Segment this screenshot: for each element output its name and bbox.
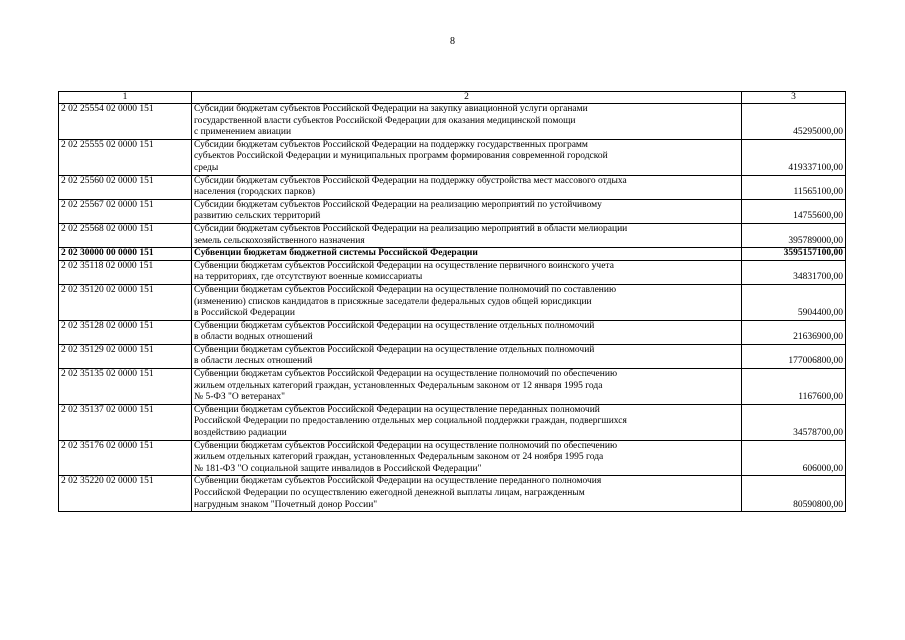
description-cell bbox=[192, 404, 742, 440]
description-line: Субсидии бюджетам субъектов Российской Федерации на поддержку государственных программ bbox=[194, 139, 588, 150]
budget-code-cell: 2 02 30000 00 0000 151 bbox=[59, 248, 192, 261]
amount-cell: 21636900,00 bbox=[742, 320, 846, 344]
description-cell bbox=[192, 476, 742, 512]
description-line: Субсидии бюджетам субъектов Российской Федерации на поддержку обустройства мест массового отдыха bbox=[194, 175, 627, 186]
budget-code-cell: 2 02 25554 02 0000 151 bbox=[59, 104, 192, 140]
description-line: № 181-ФЗ "О социальной защите инвалидов в Российской Федерации" bbox=[194, 463, 482, 474]
header-col-3: 3 bbox=[742, 92, 846, 104]
description-cell bbox=[192, 223, 742, 247]
description-line: жильем отдельных категорий граждан, установленных Федеральным законом от 12 января 1995 года bbox=[194, 380, 603, 391]
page-number: 8 bbox=[450, 36, 455, 47]
budget-code-cell: 2 02 35137 02 0000 151 bbox=[59, 404, 192, 440]
description-cell bbox=[192, 260, 742, 284]
description-cell bbox=[192, 320, 742, 344]
budget-code-cell: 2 02 25560 02 0000 151 bbox=[59, 175, 192, 199]
table-row bbox=[59, 248, 846, 261]
description-cell bbox=[192, 284, 742, 320]
table-header-row bbox=[59, 92, 846, 104]
description-line: воздействию радиации bbox=[194, 428, 287, 439]
description-cell bbox=[192, 199, 742, 223]
description-line: Субвенции бюджетам субъектов Российской Федерации на осуществление полномочий по обеспечению bbox=[194, 440, 618, 451]
table-row bbox=[59, 223, 846, 247]
amount-cell: 419337100,00 bbox=[742, 139, 846, 175]
description-line: (изменению) списков кандидатов в присяжные заседатели федеральных судов общей юрисдикции bbox=[194, 296, 592, 307]
amount-cell: 11565100,00 bbox=[742, 175, 846, 199]
description-line: Субвенции бюджетам бюджетной системы Российской Федерации bbox=[194, 248, 478, 259]
table-row bbox=[59, 139, 846, 175]
budget-code-cell: 2 02 25567 02 0000 151 bbox=[59, 199, 192, 223]
amount-cell: 5904400,00 bbox=[742, 284, 846, 320]
amount-cell: 34578700,00 bbox=[742, 404, 846, 440]
budget-code-cell: 2 02 35128 02 0000 151 bbox=[59, 320, 192, 344]
table-row bbox=[59, 369, 846, 405]
table-row bbox=[59, 476, 846, 512]
description-cell bbox=[192, 344, 742, 368]
description-line: Субвенции бюджетам субъектов Российской Федерации на осуществление полномочий по обеспечению bbox=[194, 369, 618, 380]
amount-cell: 45295000,00 bbox=[742, 104, 846, 140]
description-line: Субвенции бюджетам субъектов Российской Федерации на осуществление переданного полномочия bbox=[194, 476, 602, 487]
amount-cell: 80590800,00 bbox=[742, 476, 846, 512]
budget-code-cell: 2 02 35135 02 0000 151 bbox=[59, 369, 192, 405]
table-row bbox=[59, 344, 846, 368]
description-line: государственной власти субъектов Российской Федерации для оказания медицинской помощи bbox=[194, 115, 576, 126]
description-line: Российской Федерации по осуществлению ежегодной денежной выплаты лицам, награжденным bbox=[194, 488, 585, 498]
description-line: на территориях, где отсутствуют военные комиссариаты bbox=[194, 272, 423, 283]
budget-code-cell: 2 02 35118 02 0000 151 bbox=[59, 260, 192, 284]
description-line: населения (городских парков) bbox=[194, 187, 315, 198]
description-cell bbox=[192, 175, 742, 199]
budget-code-cell: 2 02 35220 02 0000 151 bbox=[59, 476, 192, 512]
description-line: с применением авиации bbox=[194, 127, 292, 138]
description-line: № 5-ФЗ "О ветеранах" bbox=[194, 392, 286, 403]
table-row bbox=[59, 320, 846, 344]
table-row bbox=[59, 260, 846, 284]
description-line: Субсидии бюджетам субъектов Российской Федерации на закупку авиационной услуги органами bbox=[194, 104, 588, 114]
description-line: земель сельскохозяйственного назначения bbox=[194, 235, 365, 246]
amount-cell: 177006800,00 bbox=[742, 344, 846, 368]
description-cell bbox=[192, 369, 742, 405]
description-line: субъектов Российской Федерации и муниципальных программ формирования современной городской bbox=[194, 151, 608, 162]
header-col-2: 2 bbox=[192, 92, 742, 104]
description-line: в Российской Федерации bbox=[194, 308, 295, 319]
amount-cell: 1167600,00 bbox=[742, 369, 846, 405]
budget-code-cell: 2 02 25568 02 0000 151 bbox=[59, 223, 192, 247]
description-line: жильем отдельных категорий граждан, установленных Федеральным законом от 24 ноября 1995 года bbox=[194, 452, 604, 463]
description-line: Российской Федерации по предоставлению отдельных мер социальной поддержки граждан, подвергшихся bbox=[194, 416, 627, 427]
description-line: Субвенции бюджетам субъектов Российской Федерации на осуществление отдельных полномочий bbox=[194, 320, 595, 331]
description-line: нагрудным знаком "Почетный донор России" bbox=[194, 499, 378, 510]
description-line: Субсидии бюджетам субъектов Российской Федерации на реализацию мероприятий по устойчивому bbox=[194, 199, 602, 210]
description-line: среды bbox=[194, 162, 219, 173]
description-line: Субвенции бюджетам субъектов Российской Федерации на осуществление полномочий по составлению bbox=[194, 284, 617, 295]
amount-cell: 34831700,00 bbox=[742, 260, 846, 284]
description-cell bbox=[192, 440, 742, 476]
header-col-1: 1 bbox=[59, 92, 192, 104]
description-cell bbox=[192, 248, 742, 261]
description-cell bbox=[192, 139, 742, 175]
amount-cell: 14755600,00 bbox=[742, 199, 846, 223]
budget-table bbox=[58, 91, 846, 512]
description-line: Субвенции бюджетам субъектов Российской Федерации на осуществление переданных полномочий bbox=[194, 404, 600, 415]
budget-code-cell: 2 02 35120 02 0000 151 bbox=[59, 284, 192, 320]
table-row bbox=[59, 284, 846, 320]
table-row bbox=[59, 404, 846, 440]
amount-cell: 606000,00 bbox=[742, 440, 846, 476]
description-line: Субвенции бюджетам субъектов Российской Федерации на осуществление отдельных полномочий bbox=[194, 344, 595, 355]
table-row bbox=[59, 199, 846, 223]
description-cell bbox=[192, 104, 742, 140]
amount-cell: 3595157100,00 bbox=[742, 248, 846, 261]
budget-code-cell: 2 02 35176 02 0000 151 bbox=[59, 440, 192, 476]
description-line: развитию сельских территорий bbox=[194, 211, 321, 222]
description-line: Субсидии бюджетам субъектов Российской Федерации на реализацию мероприятий в области мелиорации bbox=[194, 223, 628, 234]
table-row bbox=[59, 175, 846, 199]
description-line: в области водных отношений bbox=[194, 332, 313, 343]
table-row bbox=[59, 104, 846, 140]
amount-cell: 395789000,00 bbox=[742, 223, 846, 247]
description-line: Субвенции бюджетам субъектов Российской Федерации на осуществление первичного воинского учета bbox=[194, 260, 614, 271]
description-line: в области лесных отношений bbox=[194, 356, 313, 367]
budget-code-cell: 2 02 35129 02 0000 151 bbox=[59, 344, 192, 368]
budget-code-cell: 2 02 25555 02 0000 151 bbox=[59, 139, 192, 175]
table-row bbox=[59, 440, 846, 476]
